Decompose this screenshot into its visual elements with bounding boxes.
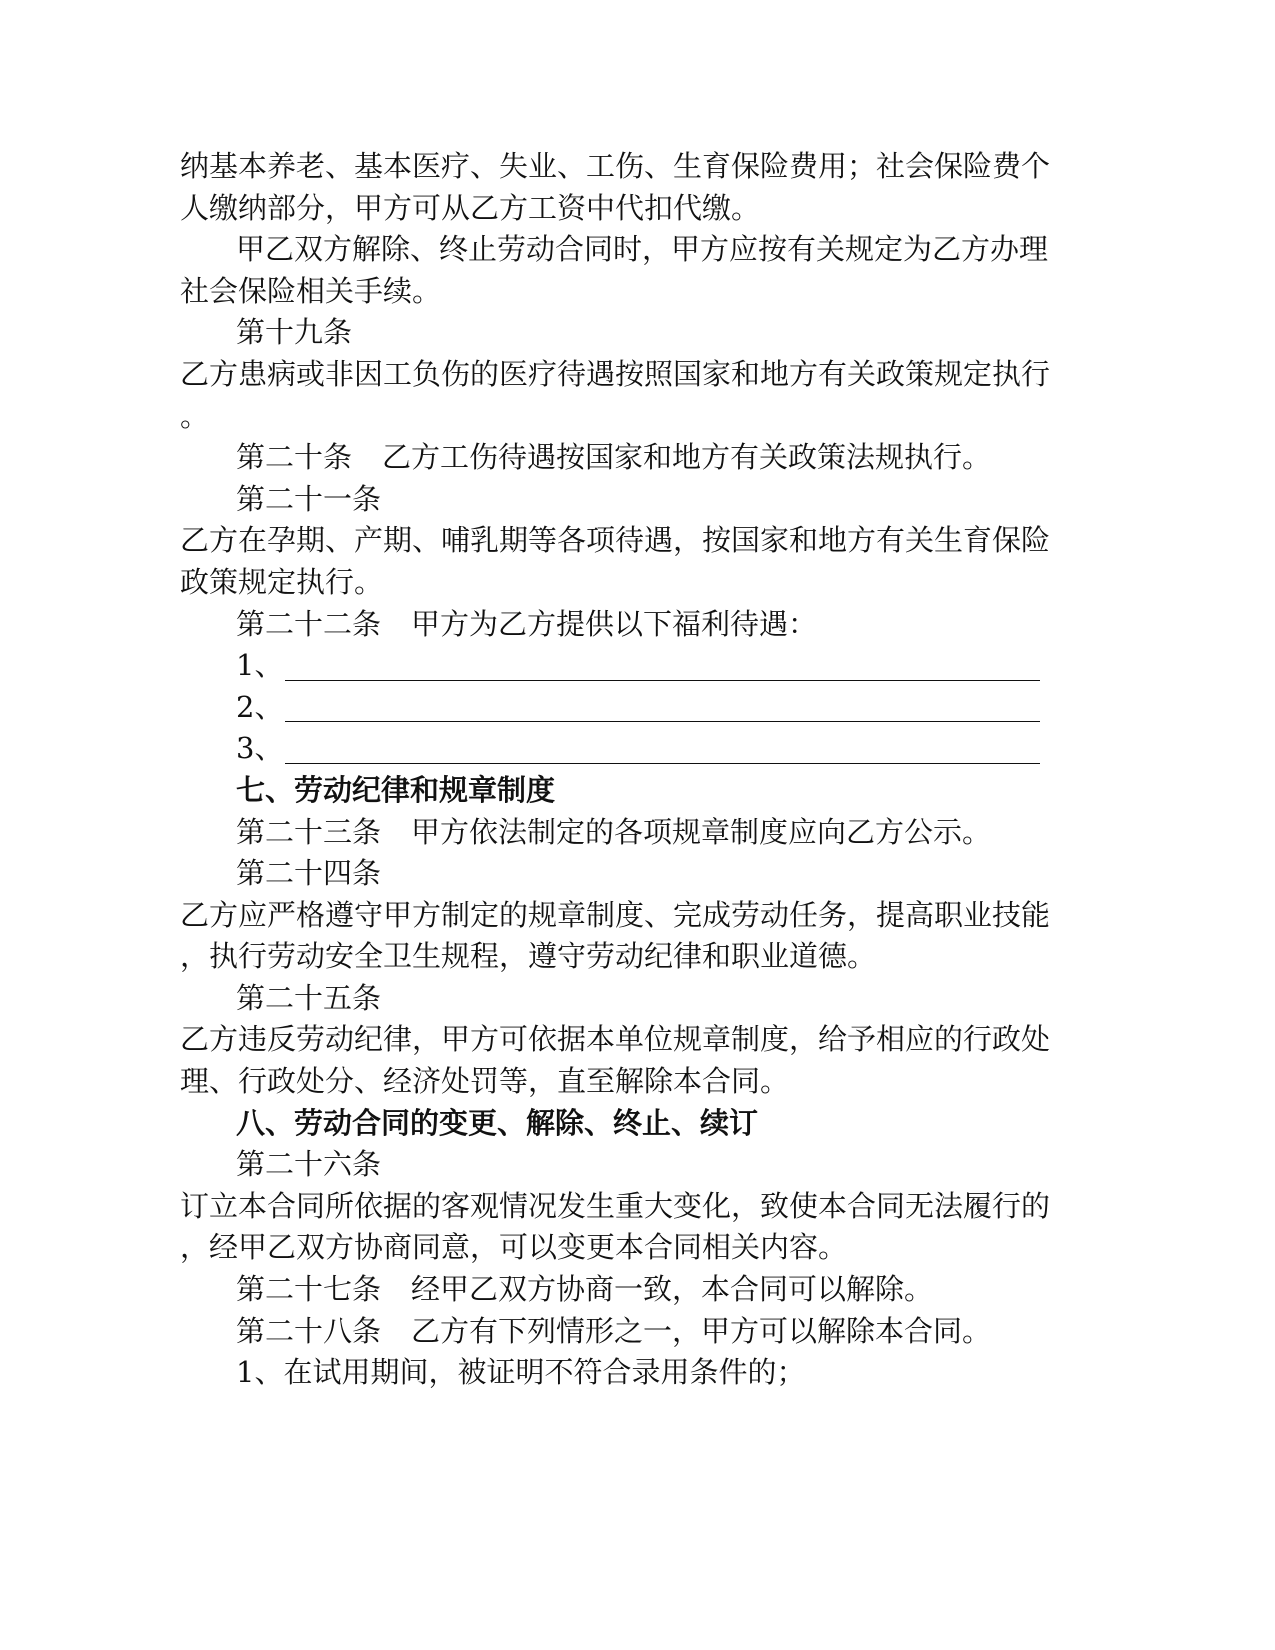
list-number: 3、	[236, 731, 284, 766]
paragraph-line: 甲乙双方解除、终止劳动合同时，甲方应按有关规定为乙方办理	[236, 232, 1049, 267]
paragraph-line: ，执行劳动安全卫生规程，遵守劳动纪律和职业道德。	[180, 939, 877, 974]
paragraph-line: 乙方患病或非因工负伤的医疗待遇按照国家和地方有关政策规定执行	[180, 356, 1051, 391]
article-20-heading: 第二十条	[236, 440, 353, 475]
benefit-blank-row	[180, 728, 1040, 770]
article-25-heading: 第二十五条	[236, 980, 382, 1015]
article-20	[180, 437, 1040, 479]
article-24-heading: 第二十四条	[236, 856, 382, 891]
article-28	[180, 1311, 1040, 1353]
fill-in-blank-line[interactable]	[285, 763, 1040, 764]
article-19-heading: 第十九条	[236, 315, 353, 350]
article-27-text: 经甲乙双方协商一致，本合同可以解除。	[411, 1272, 934, 1307]
paragraph-line: 人缴纳部分，甲方可从乙方工资中代扣代缴。	[180, 190, 761, 225]
article-27-heading: 第二十七条	[236, 1272, 382, 1307]
article-22-text: 甲方为乙方提供以下福利待遇：	[411, 606, 818, 641]
paragraph-line: 社会保险相关手续。	[180, 273, 442, 308]
section-7-title: 七、劳动纪律和规章制度	[236, 772, 556, 807]
fill-in-blank-line[interactable]	[285, 680, 1040, 681]
article-26-heading: 第二十六条	[236, 1147, 382, 1182]
paragraph-line: 政策规定执行。	[180, 564, 384, 599]
article-28-text: 乙方有下列情形之一，甲方可以解除本合同。	[411, 1313, 992, 1348]
paragraph-line: 订立本合同所依据的客观情况发生重大变化，致使本合同无法履行的	[180, 1188, 1051, 1223]
list-item: 1、在试用期间，被证明不符合录用条件的；	[236, 1355, 806, 1390]
article-28-heading: 第二十八条	[236, 1313, 382, 1348]
article-23	[180, 812, 1040, 854]
fill-in-blank-line[interactable]	[285, 721, 1040, 722]
list-number: 2、	[236, 689, 284, 724]
paragraph-line: 理、行政处分、经济处罚等，直至解除本合同。	[180, 1064, 790, 1099]
benefit-blank-row	[180, 687, 1040, 729]
article-20-text: 乙方工伤待遇按国家和地方有关政策法规执行。	[382, 440, 992, 475]
paragraph-line: 乙方违反劳动纪律，甲方可依据本单位规章制度，给予相应的行政处	[180, 1022, 1051, 1057]
list-number: 1、	[236, 648, 284, 683]
paragraph-line: 纳基本养老、基本医疗、失业、工伤、生育保险费用；社会保险费个	[180, 149, 1051, 183]
paragraph-line: 。	[180, 398, 210, 433]
article-27	[180, 1269, 1040, 1311]
article-23-text: 甲方依法制定的各项规章制度应向乙方公示。	[411, 814, 992, 849]
contract-body	[180, 146, 1051, 1394]
section-8-title: 八、劳动合同的变更、解除、终止、续订	[236, 1105, 759, 1140]
article-22-heading: 第二十二条	[236, 606, 382, 641]
paragraph-line: 乙方在孕期、产期、哺乳期等各项待遇，按国家和地方有关生育保险	[180, 523, 1051, 558]
paragraph-line: ，经甲乙双方协商同意，可以变更本合同相关内容。	[180, 1230, 848, 1265]
paragraph-line: 乙方应严格遵守甲方制定的规章制度、完成劳动任务，提高职业技能	[180, 897, 1051, 932]
benefit-blank-row	[180, 645, 1040, 687]
article-23-heading: 第二十三条	[236, 814, 382, 849]
article-22	[180, 604, 1040, 646]
article-21-heading: 第二十一条	[236, 481, 382, 516]
